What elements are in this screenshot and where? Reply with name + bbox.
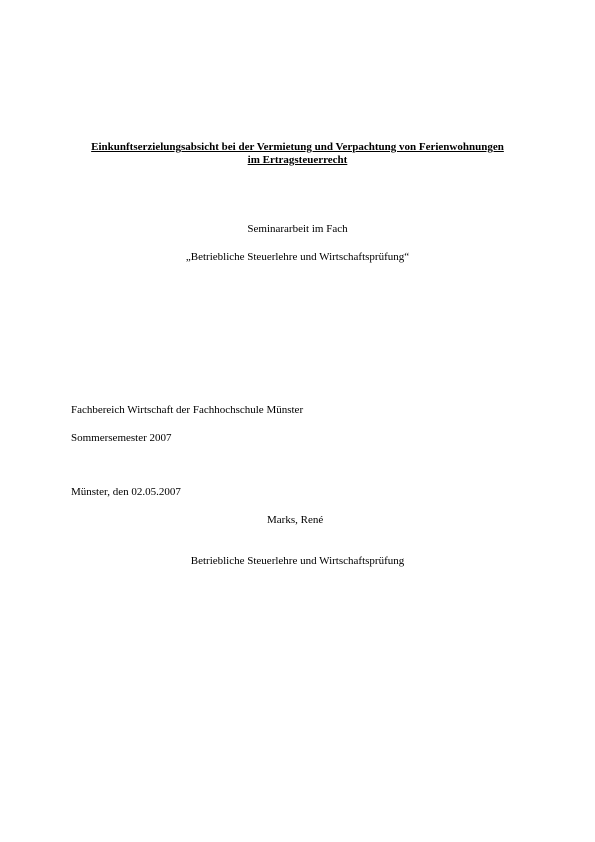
title-line-1: Einkunftserzielungsabsicht bei der Vermietung und Verpachtung von Ferienwohnungen	[91, 141, 504, 153]
title-line-2: im Ertragsteuerrecht	[247, 154, 348, 166]
faculty-text: Fachbereich Wirtschaft der Fachhochschule Münster	[71, 404, 304, 416]
chair-name: Betriebliche Steuerlehre und Wirtschaftsprüfung	[190, 555, 405, 567]
seminar-label: Seminararbeit im Fach	[247, 223, 348, 235]
semester-text: Sommersemester 2007	[71, 432, 172, 444]
seminar-subject: „Betriebliche Steuerlehre und Wirtschaftsprüfung“	[185, 251, 410, 263]
document-title	[60, 141, 535, 167]
place-date-text: Münster, den 02.05.2007	[71, 486, 181, 498]
author-name: Marks, René	[267, 514, 324, 526]
